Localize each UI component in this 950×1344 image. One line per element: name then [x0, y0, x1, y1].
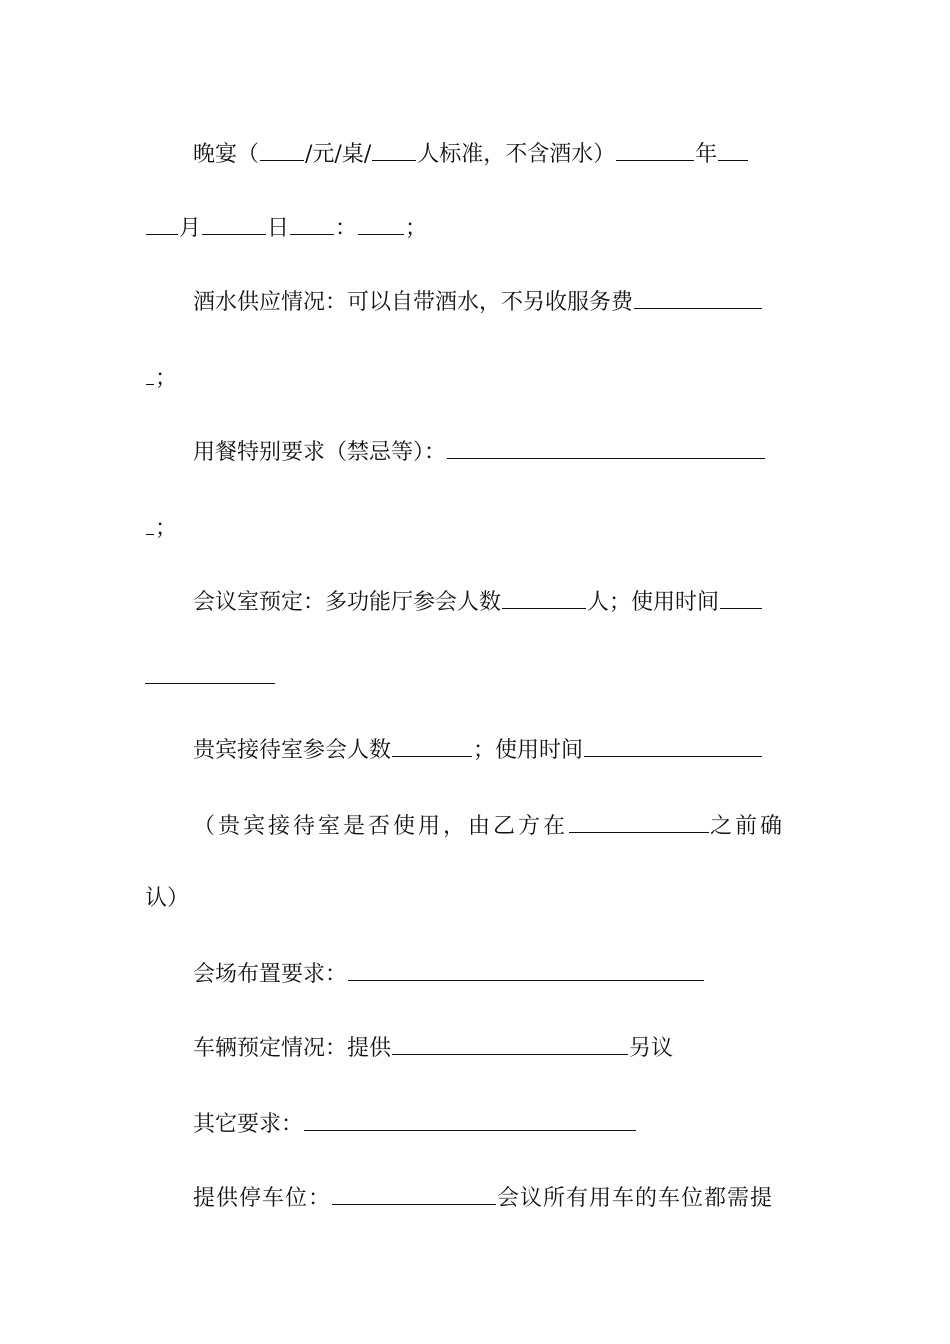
other-requirements-line — [193, 1108, 637, 1140]
minute-blank[interactable] — [358, 212, 404, 235]
dining-requirements-text: 用餐特别要求（禁忌等）： — [193, 440, 447, 465]
vip-attendees-blank[interactable] — [392, 734, 472, 757]
usage-time-blank-cont[interactable] — [145, 682, 275, 684]
per-table-text: /元/桌/ — [305, 142, 372, 167]
month-blank-a[interactable] — [718, 138, 748, 161]
meeting-room-text: 会议室预定：多功能厅参会人数 — [193, 590, 502, 615]
vip-room-line — [193, 734, 763, 766]
semicolon-text: ； — [155, 516, 178, 541]
drinks-text: 酒水供应情况：可以自带酒水，不另收服务费 — [193, 290, 634, 315]
dining-end-line — [145, 512, 177, 544]
usage-time-blank[interactable] — [720, 586, 762, 609]
persons-blank[interactable] — [372, 138, 416, 161]
other-requirements-text: 其它要求： — [193, 1112, 304, 1137]
vehicle-other-text: 另议 — [629, 1036, 674, 1061]
parking-line — [193, 1182, 773, 1214]
meeting-room-line — [193, 586, 763, 618]
semicolon-text: ； — [405, 216, 428, 241]
parking-note-text: 会议所有用车的车位都需提 — [497, 1186, 774, 1211]
standard-text: 人标准，不含酒水） — [417, 142, 616, 167]
drinks-end-line — [145, 362, 177, 394]
drinks-blank-end[interactable] — [146, 362, 154, 385]
banquet-line — [193, 138, 749, 170]
year-text: 年 — [695, 142, 718, 167]
hour-blank[interactable] — [290, 212, 334, 235]
vehicle-blank[interactable] — [392, 1032, 628, 1055]
day-text: 日 — [267, 216, 290, 241]
other-requirements-blank[interactable] — [304, 1108, 636, 1131]
vip-room-text: 贵宾接待室参会人数 — [193, 738, 392, 763]
venue-layout-line — [193, 958, 705, 990]
confirm-end-line — [145, 884, 189, 914]
confirm-end-text: 认） — [145, 886, 190, 911]
price-blank[interactable] — [260, 138, 304, 161]
vip-confirm-text: （贵宾接待室是否使用，由乙方在 — [193, 814, 569, 839]
attendees-blank[interactable] — [502, 586, 586, 609]
parking-text: 提供停车位： — [193, 1186, 332, 1211]
drinks-line — [193, 286, 763, 318]
date-line — [145, 212, 427, 244]
banquet-label: 晚宴（ — [193, 142, 260, 167]
semicolon-text: ； — [155, 366, 178, 391]
dining-requirements-line — [193, 436, 766, 468]
vip-confirm-line — [193, 810, 785, 842]
usage-time-text: 人；使用时间 — [587, 590, 720, 615]
dining-blank-end[interactable] — [146, 512, 154, 535]
month-text: 月 — [179, 216, 202, 241]
venue-layout-text: 会场布置要求： — [193, 962, 348, 987]
dining-requirements-blank[interactable] — [447, 436, 765, 459]
vehicle-text: 车辆预定情况：提供 — [193, 1036, 392, 1061]
colon-text: ： — [335, 216, 358, 241]
drinks-blank[interactable] — [634, 286, 762, 309]
vip-usage-time-blank[interactable] — [584, 734, 762, 757]
vip-usage-time-text: ；使用时间 — [473, 738, 584, 763]
year-blank[interactable] — [616, 138, 694, 161]
confirm-before-text: 之前确 — [710, 814, 786, 839]
month-blank-b[interactable] — [146, 212, 178, 235]
day-blank[interactable] — [202, 212, 266, 235]
venue-layout-blank[interactable] — [348, 958, 704, 981]
confirm-date-blank[interactable] — [569, 810, 709, 833]
vehicle-line — [193, 1032, 673, 1064]
parking-blank[interactable] — [332, 1182, 496, 1205]
